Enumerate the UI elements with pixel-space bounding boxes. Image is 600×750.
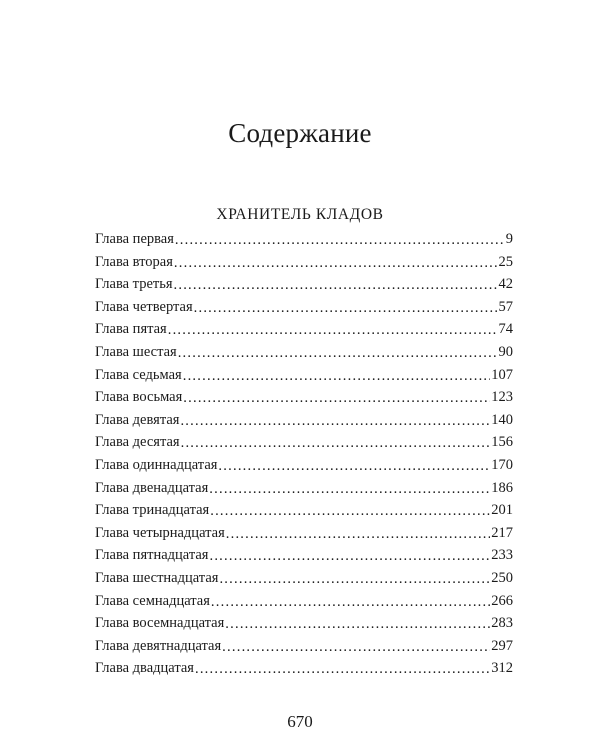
toc-entry — [95, 254, 513, 277]
dot-leader — [181, 435, 491, 450]
toc-entry-label: Глава восьмая — [95, 389, 183, 406]
dot-leader — [174, 255, 498, 270]
toc-entry-label: Глава четырнадцатая — [95, 524, 225, 541]
toc-entry-page: 283 — [491, 615, 513, 632]
toc-entry — [95, 412, 513, 435]
toc-entry-page: 156 — [491, 434, 513, 451]
toc-entry-page: 90 — [498, 343, 513, 360]
dot-leader — [219, 571, 490, 586]
toc-entry-page: 25 — [498, 253, 513, 270]
toc-entry-page: 74 — [498, 321, 513, 338]
toc-entry-label: Глава третья — [95, 276, 173, 293]
dot-leader — [178, 345, 498, 360]
toc-entry-label: Глава двадцатая — [95, 660, 194, 677]
toc-entry — [95, 276, 513, 299]
toc-entry-label: Глава шестнадцатая — [95, 569, 219, 586]
dot-leader — [211, 594, 490, 609]
toc-entry-label: Глава четвертая — [95, 298, 193, 315]
dot-leader — [209, 481, 490, 496]
toc-entry — [95, 660, 513, 683]
toc-entry — [95, 480, 513, 503]
dot-leader — [183, 390, 490, 405]
toc-entry-page: 170 — [491, 456, 513, 473]
section-title: ХРАНИТЕЛЬ КЛАДОВ — [216, 206, 384, 223]
toc-entry-label: Глава десятая — [95, 434, 180, 451]
toc-entry-page: 42 — [498, 276, 513, 293]
toc-entry — [95, 638, 513, 661]
dot-leader — [210, 503, 490, 518]
toc-entry-label: Глава девятнадцатая — [95, 637, 222, 654]
toc-entry-page: 233 — [491, 547, 513, 564]
dot-leader — [195, 661, 490, 676]
toc-entry-label: Глава седьмая — [95, 366, 182, 383]
toc-entry — [95, 434, 513, 457]
toc-entry — [95, 367, 513, 390]
toc-entry-label: Глава двенадцатая — [95, 479, 209, 496]
page-title: Содержание — [228, 118, 372, 148]
toc-entry — [95, 570, 513, 593]
toc-entry-label: Глава восемнадцатая — [95, 615, 225, 632]
toc-entry-page: 186 — [491, 479, 513, 496]
toc-entry-page: 201 — [491, 502, 513, 519]
toc-entry-page: 250 — [491, 569, 513, 586]
dot-leader — [174, 277, 498, 292]
toc-entry-page: 140 — [491, 411, 513, 428]
toc-entry-page: 107 — [491, 366, 513, 383]
toc-entry-label: Глава одиннадцатая — [95, 456, 218, 473]
toc-entry-label: Глава первая — [95, 231, 174, 247]
toc-entry — [95, 615, 513, 638]
toc-entry — [95, 389, 513, 412]
toc-entry-label: Глава шестая — [95, 343, 177, 360]
dot-leader — [168, 322, 498, 337]
toc-entry — [95, 525, 513, 548]
toc-entry-page: 123 — [491, 389, 513, 406]
toc-entry-page: 217 — [491, 524, 513, 541]
toc-entry-label: Глава семнадцатая — [95, 592, 210, 609]
dot-leader — [225, 616, 490, 631]
dot-leader — [209, 548, 490, 563]
toc-entry-page: 297 — [491, 637, 513, 654]
dot-leader — [222, 639, 490, 654]
dot-leader — [183, 368, 491, 383]
toc-entry — [95, 231, 513, 254]
dot-leader — [218, 458, 490, 473]
toc-entry-label: Глава тринадцатая — [95, 502, 210, 519]
toc-entry-page: 266 — [491, 592, 513, 609]
toc-entry — [95, 299, 513, 322]
toc-entry — [95, 321, 513, 344]
toc-entry — [95, 593, 513, 616]
dot-leader — [194, 300, 498, 315]
toc-entry-label: Глава девятая — [95, 411, 180, 428]
toc-entry-label: Глава вторая — [95, 253, 173, 270]
toc-entry-page: 9 — [505, 231, 513, 247]
dot-leader — [226, 526, 491, 541]
toc-entry — [95, 547, 513, 570]
dot-leader — [175, 232, 505, 247]
dot-leader — [180, 413, 490, 428]
toc-entry — [95, 344, 513, 367]
page-number: 670 — [287, 712, 313, 731]
toc-entry-page: 312 — [491, 660, 513, 677]
table-of-contents — [95, 231, 513, 683]
toc-entry-label: Глава пятая — [95, 321, 167, 338]
toc-entry-page: 57 — [498, 298, 513, 315]
toc-entry — [95, 502, 513, 525]
toc-entry — [95, 457, 513, 480]
toc-entry-label: Глава пятнадцатая — [95, 547, 209, 564]
